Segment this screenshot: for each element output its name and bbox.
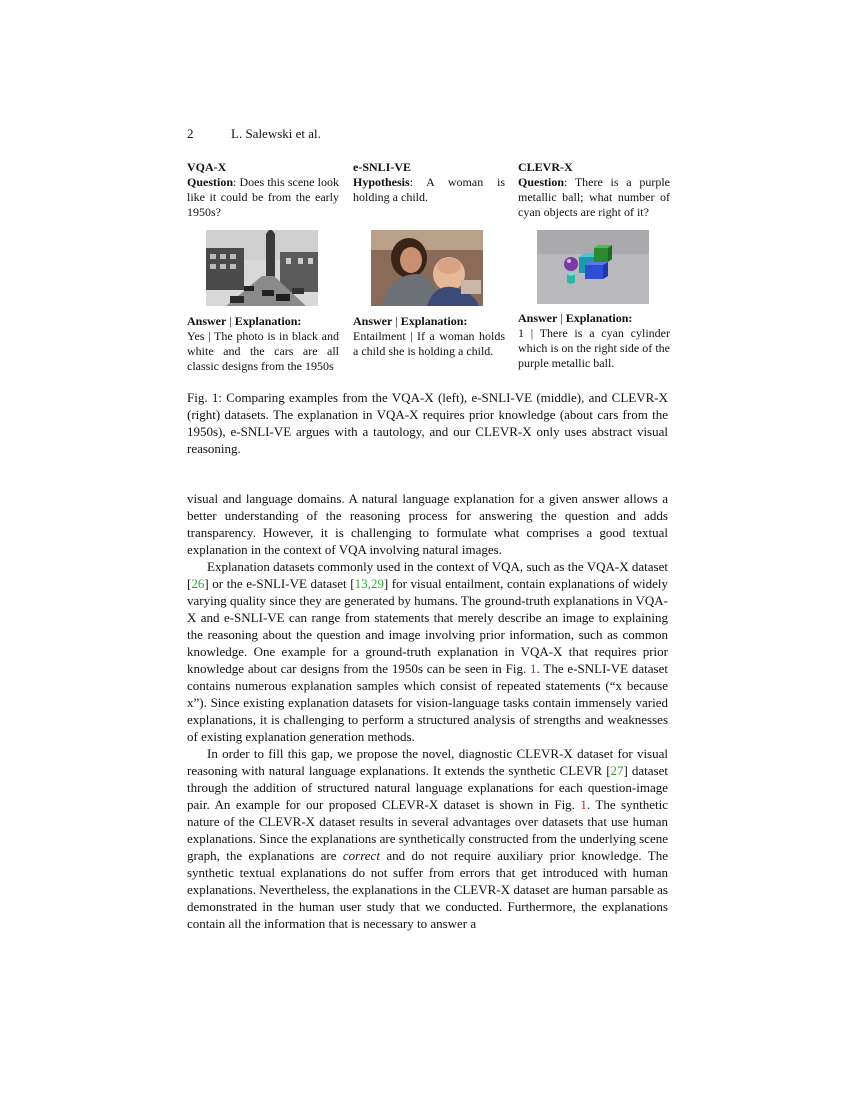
page-number: 2 bbox=[187, 126, 194, 141]
e-snli-ve-woman-child-photo bbox=[371, 230, 483, 311]
figure-column-vqa-x bbox=[187, 160, 339, 220]
figure-caption: Fig. 1: Comparing examples from the VQA-X (left), e-SNLI-VE (middle), and CLEVR-X (right) datasets. The explanation in VQA-X requires prior knowledge (about cars from the 1950s), e-SNLI-VE argues with a tautology, and our CLEVR-X only uses abstract visual reasoning. bbox=[187, 390, 668, 456]
running-head: L. Salewski et al. bbox=[231, 126, 321, 141]
column-title: VQA-X bbox=[187, 160, 227, 174]
running-header bbox=[187, 126, 321, 142]
question-text: Question: Does this scene look like it could be from the early 1950s? bbox=[187, 175, 339, 219]
question-text: Question: There is a purple metallic ball; what number of cyan objects are right of it? bbox=[518, 175, 670, 219]
citation-link[interactable]: 27 bbox=[610, 763, 624, 778]
answer-heading: Answer | Explanation: bbox=[187, 314, 302, 328]
clevr-x-rendered-scene bbox=[537, 230, 649, 309]
figure-ref-link[interactable]: 1 bbox=[580, 797, 587, 812]
figure-column-clevr-x bbox=[518, 160, 670, 220]
paragraph-3: In order to fill this gap, we propose the novel, diagnostic CLEVR-X dataset for visual reasoning with natural language explanations. It extends the synthetic CLEVR [27] dataset through the addition of structured natural language explanations for each question-image pair. An example for our proposed CLEVR-X dataset is shown in Fig. 1. The synthetic nature of the CLEVR-X dataset results in several advantages over datasets that use human explanations. Since the explanations are synthetically constructed from the underlying scene graph, the explanations are correct and do not require auxiliary prior knowledge. The synthetic textual explanations do not suffer from errors that get introduced with human explanations. Nevertheless, the explanations in the CLEVR-X dataset are human parsable as demonstrated in the human user study that we conducted. Furthermore, the explanations contain all the information that is necessary to answer a bbox=[187, 746, 669, 931]
column-title: e-SNLI-VE bbox=[353, 160, 412, 174]
paragraph-2: Explanation datasets commonly used in the context of VQA, such as the VQA-X dataset [26] or the e-SNLI-VE dataset [13,29] for visual entailment, contain explanations of widely varying quality since they are generated by humans. The ground-truth explanations in VQA-X and e-SNLI-VE can range from statements that merely describe an image to explaining the reasoning about the question and image involving prior information, such as common knowledge. One example for a ground-truth explanation in VQA-X that requires prior knowledge about car designs from the 1950s can be seen in Fig. 1. The e-SNLI-VE dataset contains numerous explanation samples which consist of repeated statements (“x because x”). Since existing explanation datasets for vision-language tasks contain immensely varied explanations, it is challenging to perform a structured analysis of strengths and weaknesses of existing explanation generation methods. bbox=[187, 559, 668, 744]
citation-link[interactable]: 13,29 bbox=[354, 576, 384, 591]
answer-heading: Answer | Explanation: bbox=[518, 311, 633, 325]
answer-text: Entailment | If a woman holds a child she is holding a child. bbox=[353, 329, 505, 358]
figure-column-e-snli-ve bbox=[353, 160, 505, 205]
answer-text: Yes | The photo is in black and white and the cars are all classic designs from the 1950s bbox=[187, 329, 339, 373]
body-text bbox=[187, 490, 668, 932]
e-snli-ve-answer bbox=[353, 314, 505, 359]
citation-link[interactable]: 26 bbox=[191, 576, 205, 591]
clevr-x-answer bbox=[518, 311, 670, 371]
answer-heading: Answer | Explanation: bbox=[353, 314, 468, 328]
vqa-x-answer bbox=[187, 314, 339, 374]
figure-ref-link[interactable]: 1 bbox=[530, 661, 537, 676]
vqa-x-street-photo bbox=[206, 230, 318, 311]
column-title: CLEVR-X bbox=[518, 160, 573, 174]
hypothesis-text: Hypothesis: A woman is holding a child. bbox=[353, 175, 505, 204]
paragraph-1: visual and language domains. A natural language explanation for a given answer allows a better understanding of the reasoning process for answering the question and adds transparency. However, it is challenging to formulate what comprises a good textual explanation in the context of VQA involving natural images. bbox=[187, 491, 668, 557]
answer-text: 1 | There is a cyan cylinder which is on the right side of the purple metallic ball. bbox=[518, 326, 670, 370]
